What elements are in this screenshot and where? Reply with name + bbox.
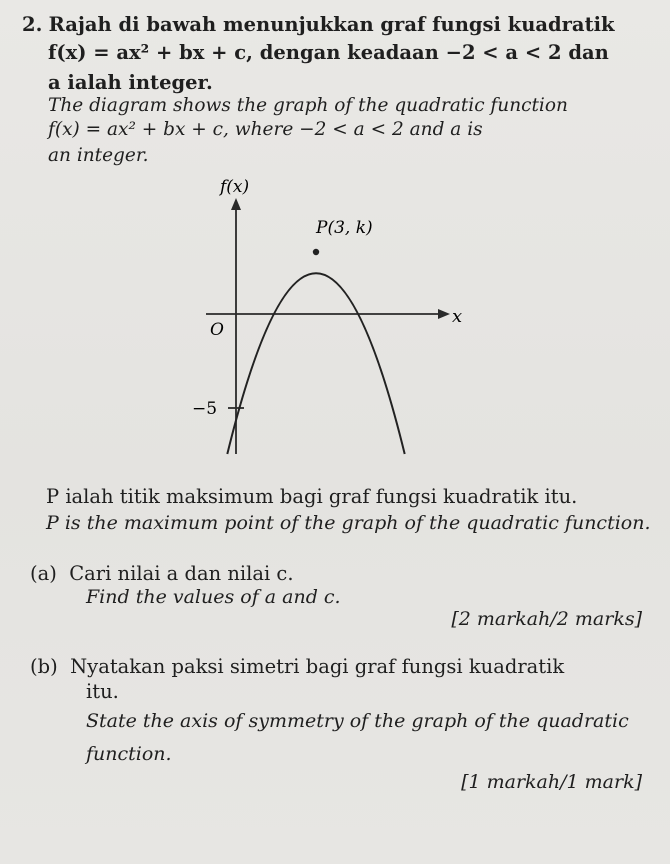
- quadratic-graph-diagram: [170, 172, 470, 462]
- part-a-malay-line: (a) Cari nilai a dan nilai c.: [30, 562, 294, 585]
- y-axis-arrow: [231, 198, 241, 210]
- maximum-point-P: [313, 249, 319, 255]
- part-b-malay-line-1: (b) Nyatakan paksi simetri bagi graf fungsi kuadratik: [30, 655, 565, 678]
- parabola-curve: [227, 273, 404, 454]
- y-intercept-label: −5: [192, 399, 218, 419]
- question-english-line-1: The diagram shows the graph of the quadratic function: [48, 95, 568, 116]
- statement-malay: P ialah titik maksimum bagi graf fungsi kuadratik itu.: [46, 485, 578, 508]
- question-english-line-3: an integer.: [48, 145, 149, 166]
- part-b-malay-line-2: itu.: [86, 680, 119, 703]
- question-malay-line-1: 2. Rajah di bawah menunjukkan graf fungsi kuadratik: [22, 13, 615, 36]
- origin-label: O: [210, 320, 224, 340]
- point-P-label: P(3, k): [316, 218, 373, 238]
- question-number: 2.: [22, 13, 43, 36]
- part-b-marks: [1 markah/1 mark]: [461, 771, 642, 793]
- statement-english: P is the maximum point of the graph of the quadratic function.: [46, 512, 651, 534]
- question-malay-line-3: a ialah integer.: [48, 71, 213, 94]
- part-a-marks: [2 markah/2 marks]: [451, 608, 642, 630]
- question-malay-line-2: f(x) = ax² + bx + c, dengan keadaan −2 < a < 2 dan: [48, 41, 609, 64]
- part-b-label: (b): [30, 655, 58, 678]
- part-b-english-line-1: State the axis of symmetry of the graph of the quadratic: [86, 710, 629, 732]
- question-english-line-2: f(x) = ax² + bx + c, where −2 < a < 2 and a is: [48, 119, 483, 140]
- x-axis-arrow: [438, 309, 450, 319]
- x-axis-label: x: [452, 306, 463, 327]
- y-axis-label: f(x): [220, 177, 250, 197]
- part-b-english-line-2: function.: [86, 743, 172, 765]
- part-a-label: (a): [30, 562, 57, 585]
- part-a-english: Find the values of a and c.: [86, 586, 341, 608]
